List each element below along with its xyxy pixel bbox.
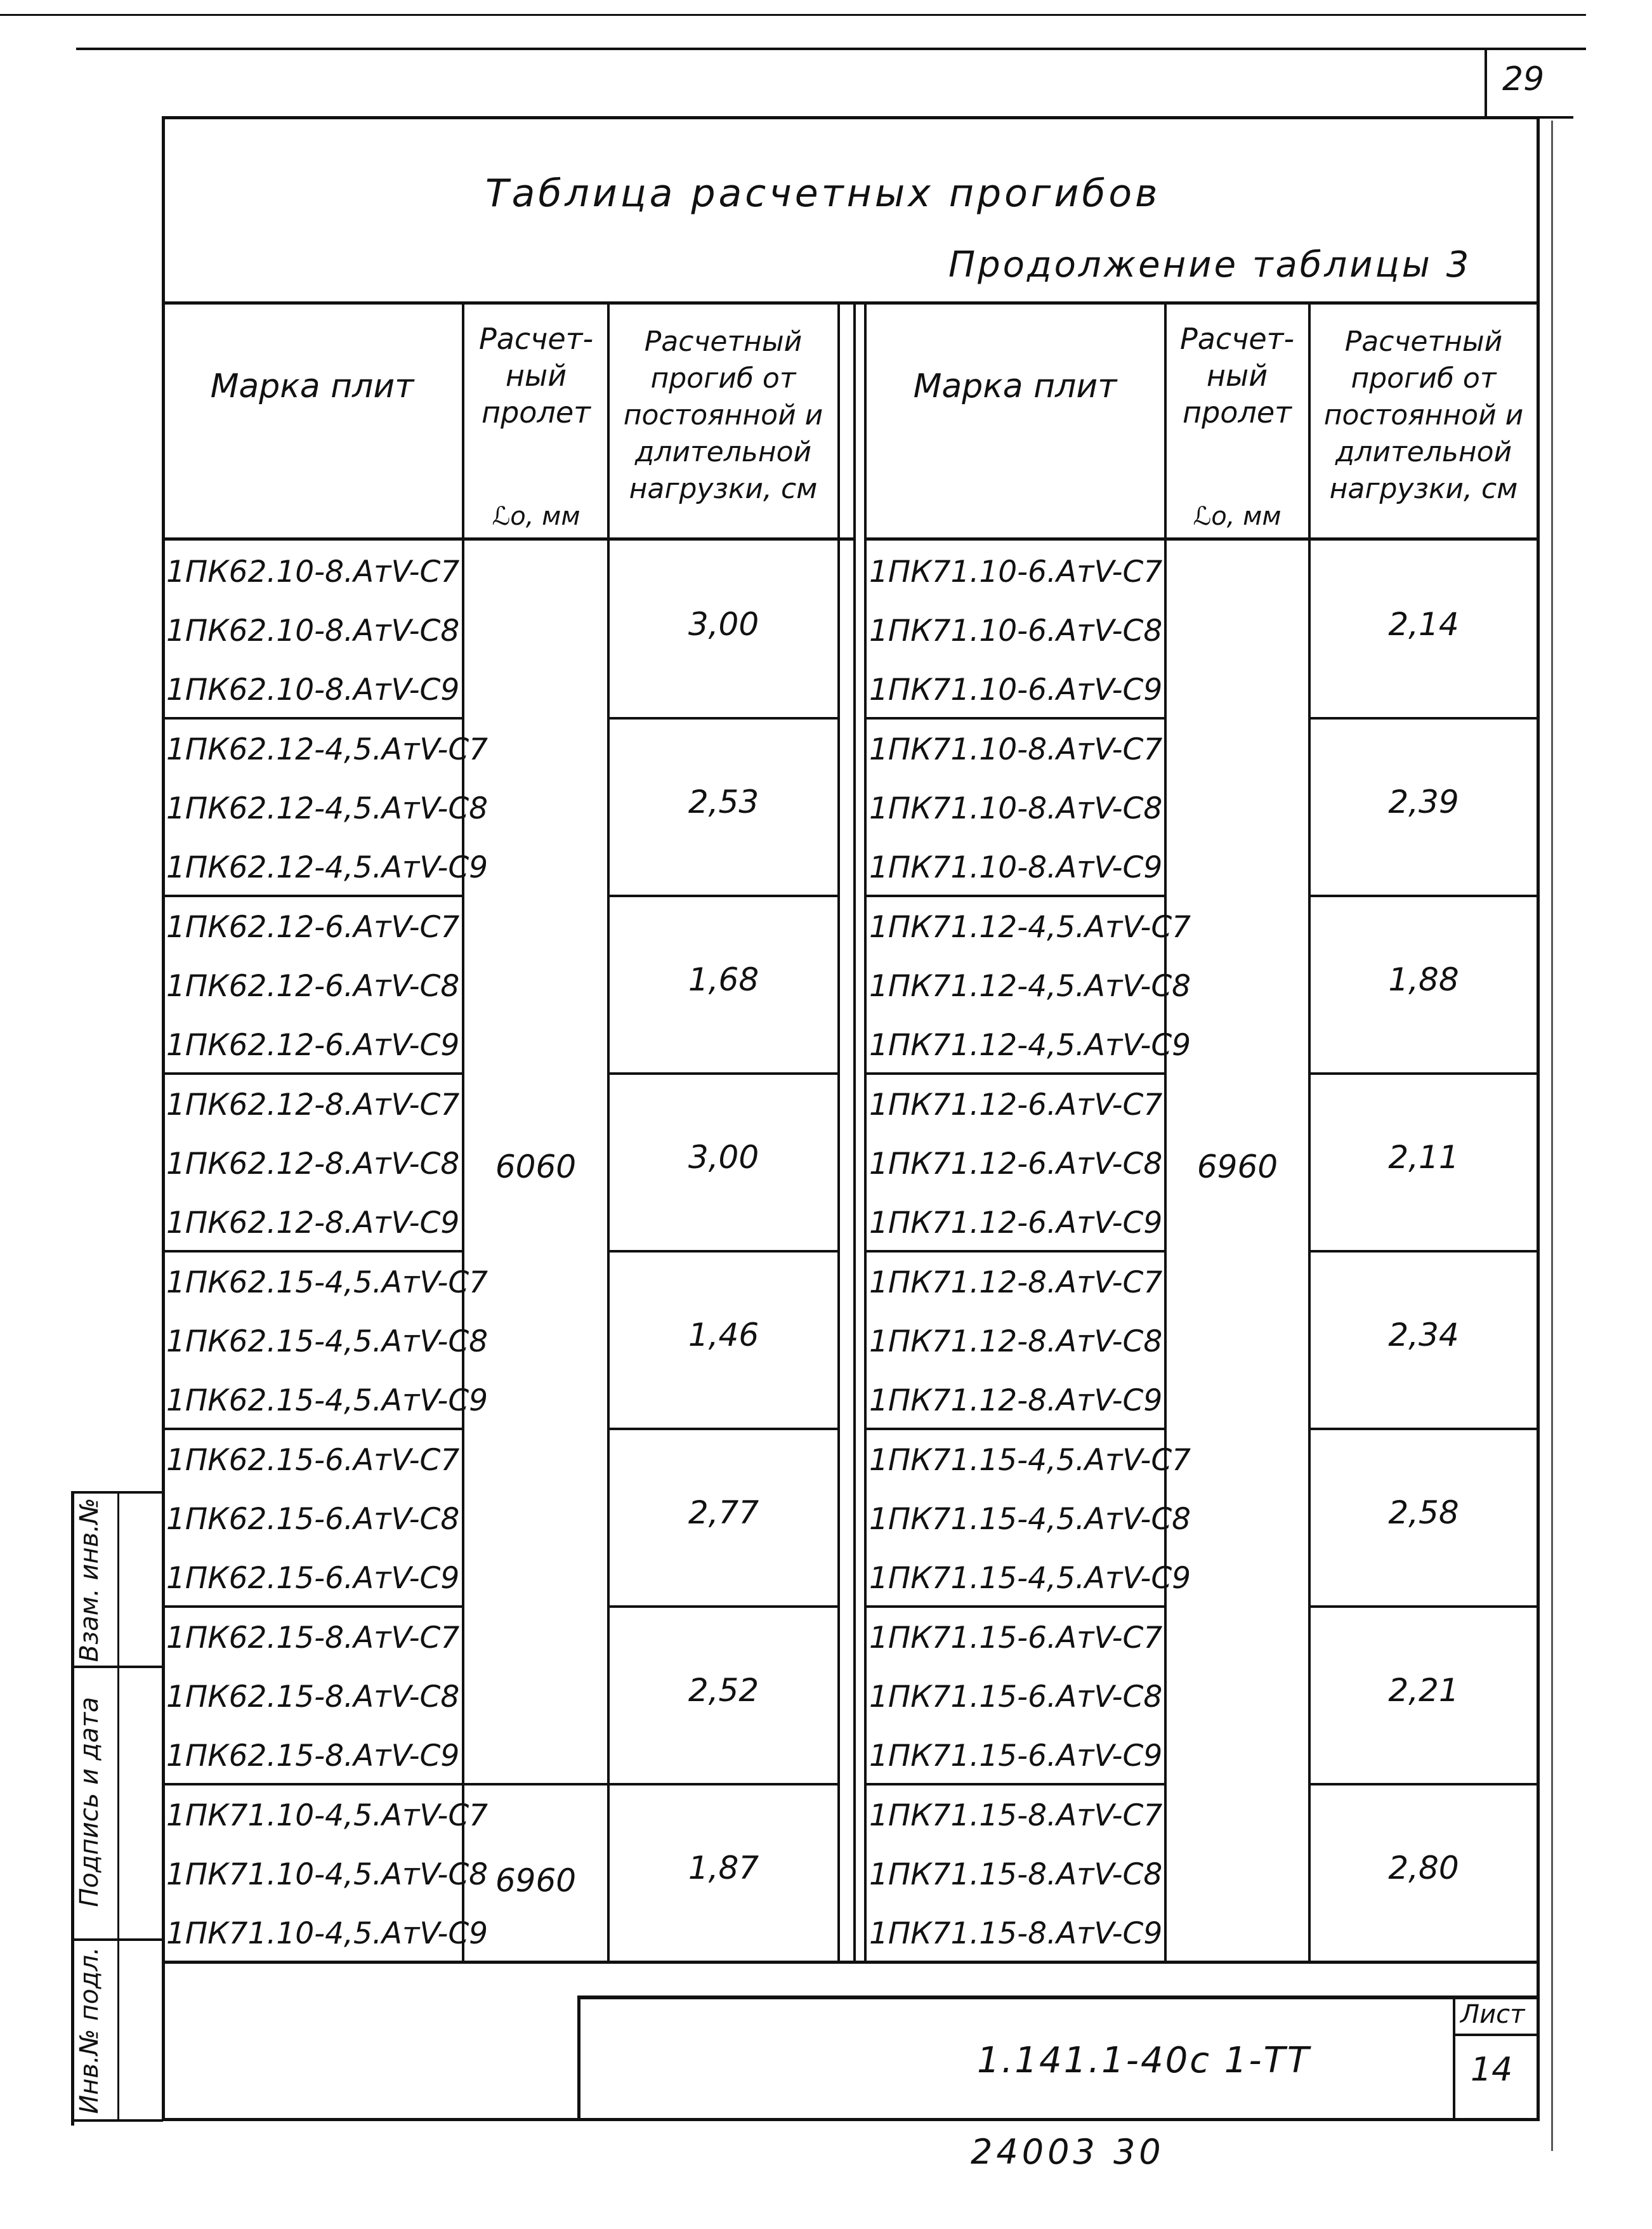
right-row-separator-val-3 [1308, 1072, 1538, 1075]
title-block-top [162, 1961, 1540, 1964]
table-title: Таблица расчетных прогибов [485, 171, 1161, 216]
page-number: 29 [1502, 60, 1545, 98]
right-mark-8-1: 1ПК71.15-8.АтV-С7 [869, 1798, 1163, 1833]
right-mark-2-3: 1ПК71.10-8.АтV-С9 [869, 850, 1163, 885]
sheet-number: 14 [1471, 2051, 1513, 2089]
right-mark-5-2: 1ПК71.12-8.АтV-С8 [869, 1324, 1163, 1359]
header-top-line [162, 301, 1540, 305]
frame-right [1537, 116, 1540, 2121]
right-row-separator-5 [864, 1428, 1165, 1430]
left-mark-8-1: 1ПК71.10-4,5.АтV-С7 [166, 1798, 488, 1833]
right-row-separator-val-7 [1308, 1783, 1538, 1785]
header-left-deflection: Расчетный прогиб от постоянной и длительной нагрузки, см [623, 325, 823, 505]
col-line-right-0 [864, 301, 867, 1961]
header-right-span: Расчет-ный пролет [1179, 322, 1295, 430]
side-stamp-inner [117, 1491, 119, 2119]
right-mark-7-2: 1ПК71.15-6.АтV-С8 [869, 1680, 1163, 1714]
frame-left [162, 116, 165, 2121]
side-stamp-left [71, 1491, 74, 2126]
left-group-3-marks [166, 898, 459, 1075]
left-row-separator-1 [162, 717, 463, 720]
left-deflection-8: 1,87 [688, 1850, 759, 1886]
right-mark-3-2: 1ПК71.12-4,5.АтV-С8 [869, 969, 1191, 1004]
right-group-8-marks [869, 1786, 1162, 1963]
left-mark-5-2: 1ПК62.15-4,5.АтV-С8 [166, 1324, 488, 1359]
left-row-separator-val-6 [607, 1605, 839, 1608]
left-mark-3-1: 1ПК62.12-6.АтV-С7 [166, 910, 460, 945]
left-mark-2-1: 1ПК62.12-4,5.АтV-С7 [166, 732, 488, 767]
left-row-separator-4 [162, 1250, 463, 1253]
left-mark-1-1: 1ПК62.10-8.АтV-С7 [166, 555, 460, 589]
right-row-separator-val-5 [1308, 1428, 1538, 1430]
left-mark-7-2: 1ПК62.15-8.АтV-С8 [166, 1680, 460, 1714]
left-deflection-7: 2,52 [688, 1672, 759, 1709]
right-group-6-marks [869, 1431, 1191, 1608]
right-mark-2-2: 1ПК71.10-8.АтV-С8 [869, 791, 1163, 826]
left-mark-4-2: 1ПК62.12-8.АтV-С8 [166, 1147, 460, 1181]
right-mark-5-1: 1ПК71.12-8.АтV-С7 [869, 1265, 1163, 1300]
sheet-box-left [1453, 1996, 1455, 2119]
left-group-5-marks [166, 1253, 488, 1430]
right-mark-1-2: 1ПК71.10-6.АтV-С8 [869, 614, 1163, 648]
frame-top [162, 116, 1538, 119]
left-group-4-marks [166, 1075, 459, 1253]
left-mark-2-2: 1ПК62.12-4,5.АтV-С8 [166, 791, 488, 826]
right-row-separator-val-4 [1308, 1250, 1538, 1253]
right-row-separator-1 [864, 717, 1165, 720]
right-deflection-6: 2,58 [1388, 1494, 1459, 1531]
frame-bottom [162, 2118, 1540, 2121]
right-deflection-7: 2,21 [1388, 1672, 1459, 1709]
left-deflection-6: 2,77 [688, 1494, 759, 1531]
header-right-span-unit: ℒо, мм [1193, 502, 1282, 531]
left-mark-3-3: 1ПК62.12-6.АтV-С9 [166, 1028, 460, 1063]
right-mark-6-3: 1ПК71.15-4,5.АтV-С9 [869, 1561, 1191, 1596]
right-mark-8-2: 1ПК71.15-8.АтV-С8 [869, 1857, 1163, 1892]
right-deflection-3: 1,88 [1388, 961, 1459, 998]
left-mark-6-2: 1ПК62.15-6.АтV-С8 [166, 1502, 460, 1537]
header-left-mark: Марка плит [210, 367, 414, 405]
side-stamp-replace: Взам. инв.№ [75, 1497, 104, 1662]
side-stamp-inv: Инв.№ подл. [75, 1947, 104, 2114]
title-block-inner-top [577, 1996, 1540, 1999]
left-row-separator-6 [162, 1605, 463, 1608]
right-row-separator-val-2 [1308, 895, 1538, 897]
right-row-separator-val-1 [1308, 717, 1538, 720]
right-row-separator-3 [864, 1072, 1165, 1075]
col-line-mid [853, 301, 856, 1961]
left-mark-7-3: 1ПК62.15-8.АтV-С9 [166, 1739, 460, 1773]
right-mark-3-1: 1ПК71.12-4,5.АтV-С7 [869, 910, 1191, 945]
left-span-last: 6960 [495, 1862, 577, 1899]
left-mark-3-2: 1ПК62.12-6.АтV-С8 [166, 969, 460, 1004]
side-stamp-bottom [71, 2119, 163, 2122]
right-row-separator-7 [864, 1783, 1165, 1785]
sheet-label: Лист [1460, 2000, 1525, 2029]
left-group-7-marks [166, 1608, 459, 1785]
left-group-1-marks [166, 542, 459, 720]
top-scan-line [0, 14, 1586, 16]
side-stamp-sign: Подпись и дата [75, 1697, 104, 1907]
right-row-separator-2 [864, 895, 1165, 897]
right-mark-4-3: 1ПК71.12-6.АтV-С9 [869, 1206, 1163, 1240]
left-group-6-marks [166, 1431, 459, 1608]
left-span-separator [462, 1783, 610, 1785]
left-group-2-marks [166, 720, 488, 897]
header-right-deflection: Расчетный прогиб от постоянной и длительной нагрузки, см [1323, 325, 1524, 505]
left-row-separator-val-7 [607, 1783, 839, 1785]
right-group-3-marks [869, 898, 1191, 1075]
header-right-mark: Марка плит [913, 367, 1117, 405]
sheet-box-divider [1453, 2034, 1538, 2036]
left-row-separator-5 [162, 1428, 463, 1430]
right-mark-6-1: 1ПК71.15-4,5.АтV-С7 [869, 1443, 1191, 1478]
right-mark-3-3: 1ПК71.12-4,5.АтV-С9 [869, 1028, 1191, 1063]
left-mark-4-3: 1ПК62.12-8.АтV-С9 [166, 1206, 460, 1240]
col-line-left-1 [462, 301, 464, 1961]
left-row-separator-2 [162, 895, 463, 897]
bottom-number: 24003 30 [971, 2132, 1165, 2172]
left-span-main: 6060 [495, 1148, 577, 1185]
left-row-separator-3 [162, 1072, 463, 1075]
left-mark-1-3: 1ПК62.10-8.АтV-С9 [166, 673, 460, 707]
left-mark-5-1: 1ПК62.15-4,5.АтV-С7 [166, 1265, 488, 1300]
left-row-separator-val-2 [607, 895, 839, 897]
right-mark-1-3: 1ПК71.10-6.АтV-С9 [869, 673, 1163, 707]
left-deflection-2: 2,53 [688, 784, 759, 820]
left-row-separator-val-1 [607, 717, 839, 720]
left-deflection-3: 1,68 [688, 961, 759, 998]
doc-code: 1.141.1-40с 1-ТТ [977, 2040, 1311, 2081]
left-mark-8-3: 1ПК71.10-4,5.АтV-С9 [166, 1916, 488, 1951]
right-deflection-2: 2,39 [1388, 784, 1459, 820]
left-mark-1-2: 1ПК62.10-8.АтV-С8 [166, 614, 460, 648]
left-deflection-4: 3,00 [688, 1139, 759, 1176]
left-mark-5-3: 1ПК62.15-4,5.АтV-С9 [166, 1383, 488, 1418]
right-row-separator-4 [864, 1250, 1165, 1253]
right-group-1-marks [869, 542, 1162, 720]
right-group-5-marks [869, 1253, 1162, 1430]
table-subtitle: Продолжение таблицы 3 [948, 244, 1472, 286]
right-group-4-marks [869, 1075, 1162, 1253]
right-mark-4-1: 1ПК71.12-6.АтV-С7 [869, 1088, 1163, 1122]
left-mark-7-1: 1ПК62.15-8.АтV-С7 [166, 1621, 460, 1655]
right-group-7-marks [869, 1608, 1162, 1785]
header-left-span: Расчет-ный пролет [478, 322, 594, 430]
left-row-separator-7 [162, 1783, 463, 1785]
right-mark-2-1: 1ПК71.10-8.АтV-С7 [869, 732, 1163, 767]
right-deflection-8: 2,80 [1388, 1850, 1459, 1886]
right-deflection-1: 2,14 [1388, 606, 1459, 643]
right-mark-8-3: 1ПК71.15-8.АтV-С9 [869, 1916, 1163, 1951]
left-row-separator-val-3 [607, 1072, 839, 1075]
header-bottom-line-right [864, 537, 1540, 541]
right-mark-5-3: 1ПК71.12-8.АтV-С9 [869, 1383, 1163, 1418]
col-line-right-2 [1308, 301, 1311, 1961]
col-line-right-1 [1164, 301, 1167, 1961]
right-row-separator-6 [864, 1605, 1165, 1608]
right-scan-line [1551, 121, 1553, 2151]
right-span: 6960 [1196, 1148, 1278, 1185]
left-mark-8-2: 1ПК71.10-4,5.АтV-С8 [166, 1857, 488, 1892]
right-deflection-4: 2,11 [1388, 1139, 1459, 1176]
header-left-span-unit: ℒо, мм [492, 502, 580, 531]
title-block-inner-left [577, 1996, 580, 2119]
right-mark-4-2: 1ПК71.12-6.АтV-С8 [869, 1147, 1163, 1181]
left-group-8-marks [166, 1786, 488, 1963]
right-group-2-marks [869, 720, 1162, 897]
left-row-separator-val-4 [607, 1250, 839, 1253]
left-deflection-5: 1,46 [688, 1317, 759, 1353]
left-mark-2-3: 1ПК62.12-4,5.АтV-С9 [166, 850, 488, 885]
left-mark-6-3: 1ПК62.15-6.АтV-С9 [166, 1561, 460, 1596]
right-mark-7-1: 1ПК71.15-6.АтV-С7 [869, 1621, 1163, 1655]
right-deflection-5: 2,34 [1388, 1317, 1459, 1353]
top-border-line [76, 48, 1586, 50]
col-line-left-2 [607, 301, 610, 1961]
header-bottom-line-left [162, 537, 855, 541]
left-mark-6-1: 1ПК62.15-6.АтV-С7 [166, 1443, 460, 1478]
left-row-separator-val-5 [607, 1428, 839, 1430]
left-mark-4-1: 1ПК62.12-8.АтV-С7 [166, 1088, 460, 1122]
page-number-box-left [1485, 48, 1487, 117]
col-line-left-3 [837, 301, 840, 1961]
left-deflection-1: 3,00 [688, 606, 759, 643]
right-mark-1-1: 1ПК71.10-6.АтV-С7 [869, 555, 1163, 589]
right-mark-6-2: 1ПК71.15-4,5.АтV-С8 [869, 1502, 1191, 1537]
right-mark-7-3: 1ПК71.15-6.АтV-С9 [869, 1739, 1163, 1773]
right-row-separator-val-6 [1308, 1605, 1538, 1608]
